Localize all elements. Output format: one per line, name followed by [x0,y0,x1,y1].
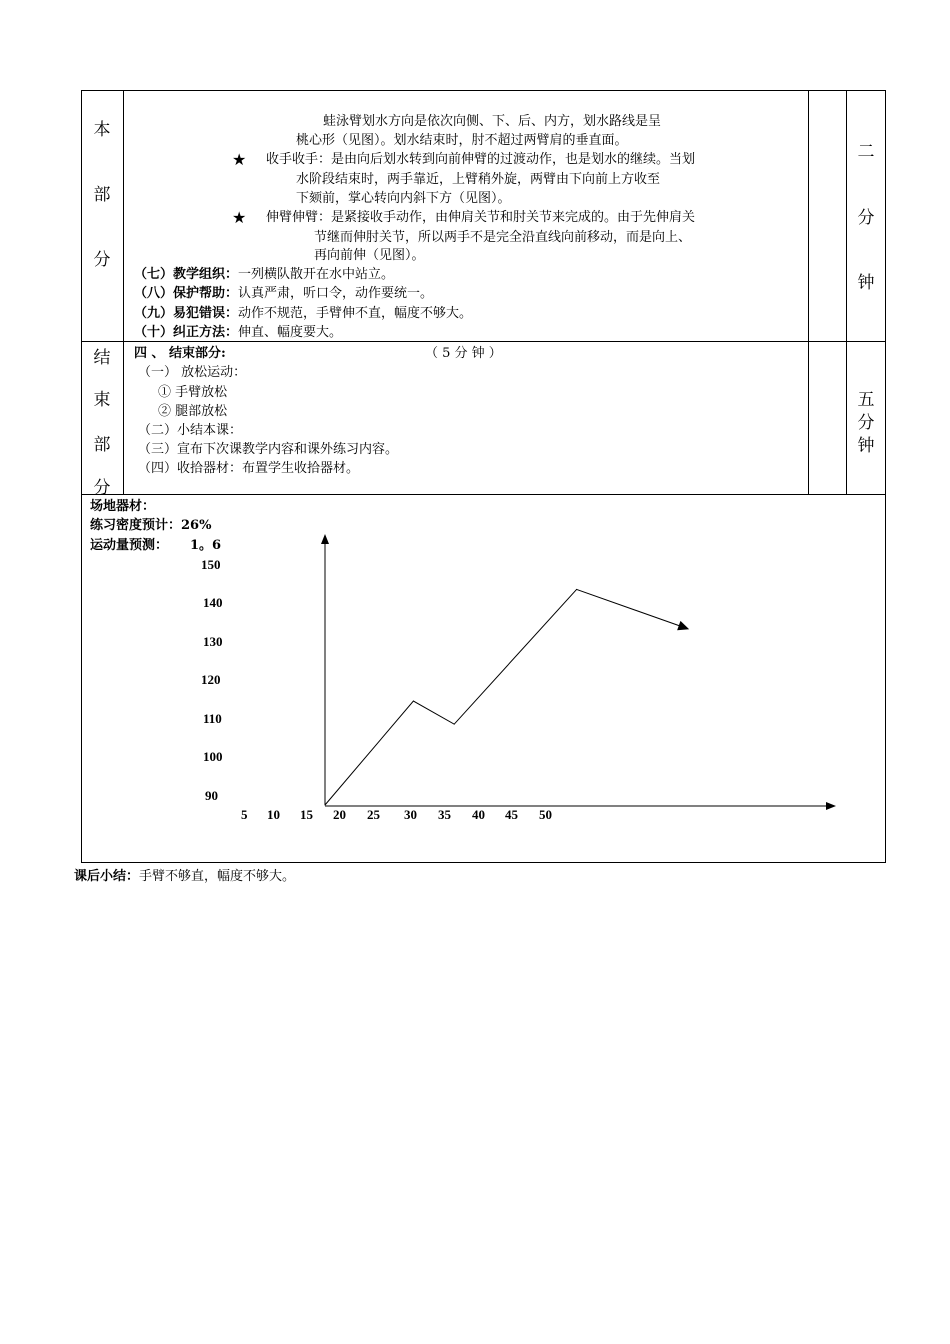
density-label: 练习密度预计： [90,518,182,533]
star-icon: ★ [232,208,247,227]
data-point [685,627,686,628]
section-label-char: 部 [93,435,111,455]
section-label-char: 本 [93,120,111,140]
x-tick-label: 45 [505,807,518,822]
x-tick-label: 5 [241,807,248,822]
section-time-char: 钟 [857,436,875,456]
content-line: 节继而伸肘关节，所以两手不是完全沿直线向前移动，而是向上、 [314,230,692,245]
item-text: 动作不规范，手臂伸不直，幅度不够大。 [238,306,473,321]
content-line: （二）小结本课： [138,423,243,438]
content-line: 再向前伸（见图）。 [314,248,425,263]
y-tick-label: 150 [201,557,221,572]
section-duration: （ 5 分 钟 ） [425,346,502,361]
item-label: （十）纠正方法： [134,325,239,340]
y-tick-label: 100 [203,749,223,764]
section-label-char: 结 [93,348,111,368]
content-line: ② 腿部放松 [158,404,228,419]
section-time-char: 二 [857,142,875,162]
y-tick-label: 120 [201,672,221,687]
data-point [325,805,326,806]
item-text: 一列横队散开在水中站立。 [238,267,395,282]
load-value: 1。6 [190,538,222,553]
content-line: 桃心形（见图）。划水结束时，肘不超过两臂肩的垂直面。 [296,133,628,148]
section-label-char: 分 [93,478,111,498]
x-tick-label: 10 [267,807,280,822]
section-title: 四 、 结束部分: [134,346,226,361]
y-axis-arrow-icon [321,534,329,544]
x-tick-label: 35 [438,807,451,822]
content-line: 收手收手：是由向后划水转到向前伸臂的过渡动作，也是划水的继续。当划 [266,152,696,167]
x-tick-label: 20 [333,807,346,822]
x-tick-label: 40 [472,807,485,822]
x-tick-label: 50 [539,807,552,822]
content-line: （四）收拾器材：布置学生收拾器材。 [138,461,360,476]
content-line: 伸臂伸臂：是紧接收手动作，由伸肩关节和肘关节来完成的。由于先伸肩关 [266,210,696,225]
section-time-char: 五 [857,390,875,410]
section-label-char: 分 [93,250,111,270]
content-line: （一） 放松运动： [138,365,247,380]
series-line [325,589,685,805]
star-icon: ★ [232,150,247,169]
y-tick-label: 140 [203,595,223,610]
section-time-char: 钟 [857,273,875,293]
summary-text: 手臂不够直，幅度不够大。 [139,869,296,884]
density-value: 26% [181,518,212,533]
content-line: 蛙泳臂划水方向是依次向侧、下、后、内方，划水路线是呈 [323,114,662,129]
y-tick-label: 130 [203,634,223,649]
data-point [454,724,455,725]
data-point [576,589,577,590]
item-text: 伸直、幅度要大。 [238,325,343,340]
x-tick-label: 15 [300,807,313,822]
x-tick-label: 25 [367,807,380,822]
section-label-char: 部 [93,185,111,205]
section-time-char: 分 [857,413,875,433]
load-label: 运动量预测： [90,538,169,553]
section-time-char: 分 [857,208,875,228]
content-line: ① 手臂放松 [158,385,228,400]
y-tick-label: 90 [205,788,218,803]
series-arrow-icon [677,621,689,630]
x-axis-arrow-icon [826,802,836,810]
y-tick-label: 110 [203,711,222,726]
item-label: （七）教学组织： [134,267,239,282]
summary-label: 课后小结： [74,869,140,884]
item-label: （九）易犯错误： [134,306,239,321]
equipment-label: 场地器材： [90,499,156,514]
x-tick-label: 30 [404,807,417,822]
item-text: 认真严肃，听口令，动作要统一。 [238,286,434,301]
section-label-char: 束 [93,390,111,410]
content-line: 水阶段结束时，两手靠近，上臂稍外旋，两臂由下向前上方收至 [296,172,661,187]
content-line: （三）宣布下次课教学内容和课外练习内容。 [138,442,399,457]
data-point [413,701,414,702]
content-line: 下颏前，掌心转向内斜下方（见图）。 [296,191,511,206]
item-label: （八）保护帮助： [134,286,239,301]
post-class-summary [74,867,295,886]
